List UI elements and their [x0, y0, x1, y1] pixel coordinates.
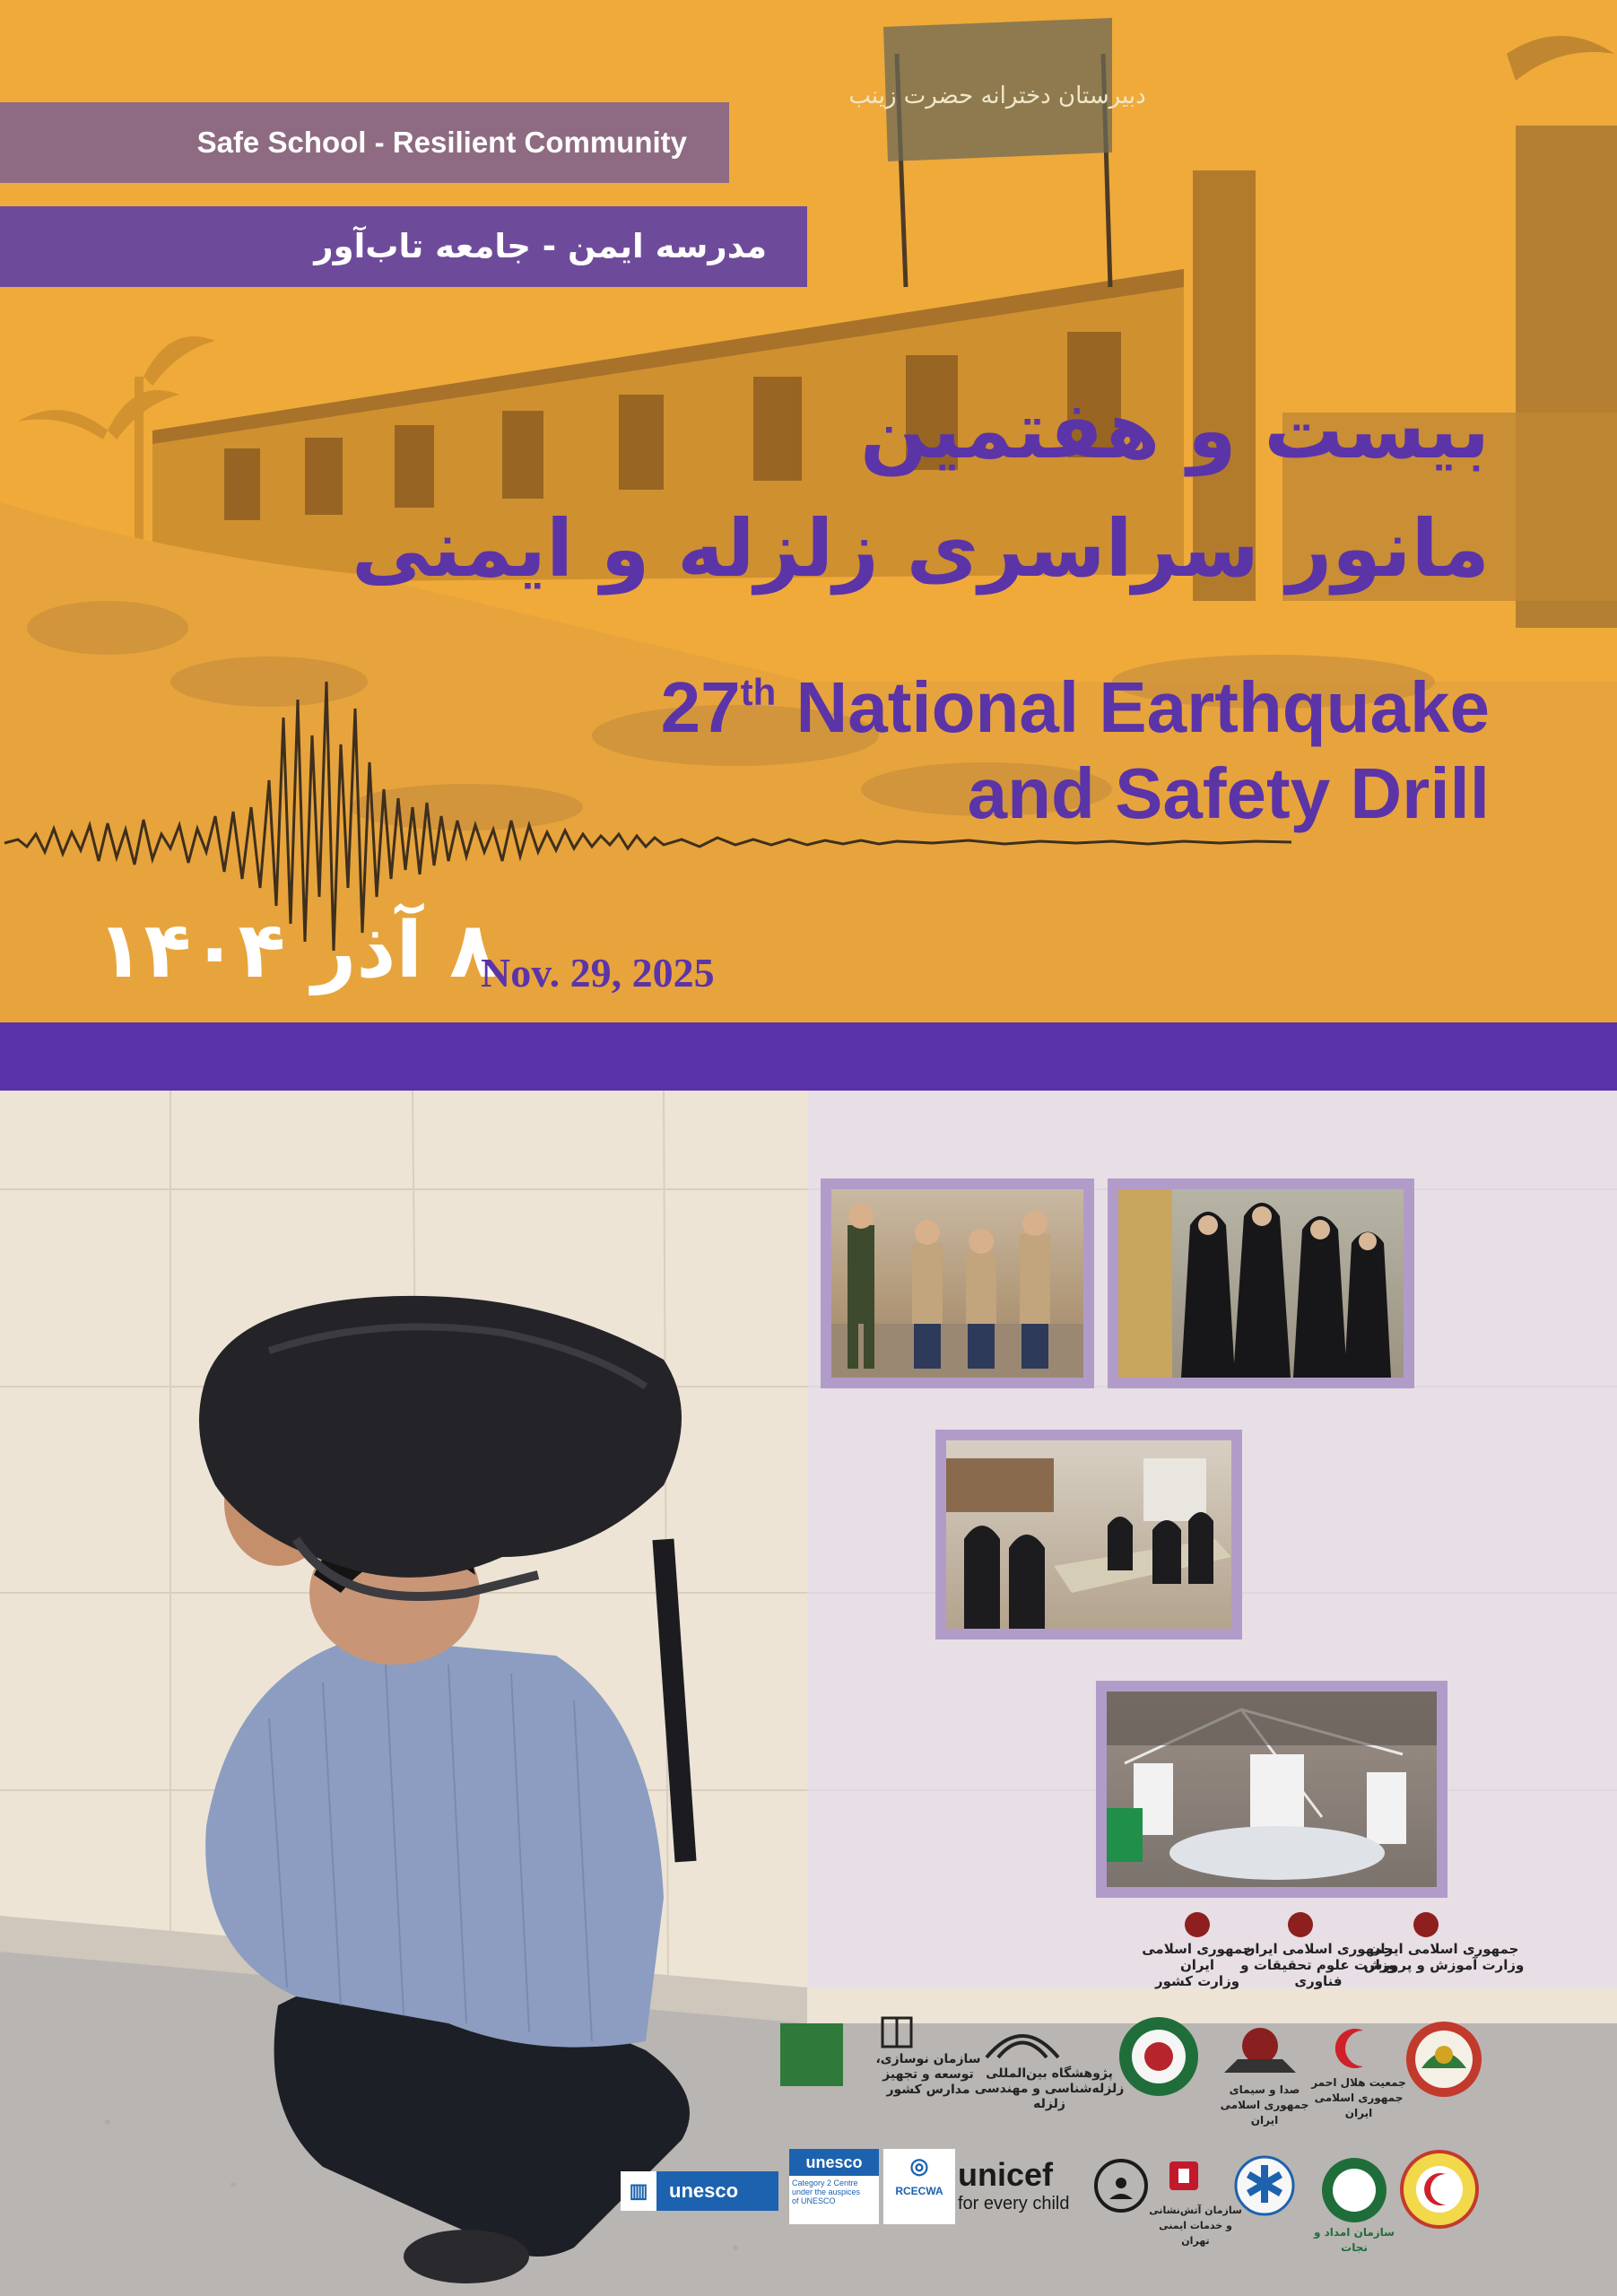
fire-department-icon: [1166, 2158, 1202, 2194]
logo-iiees: پژوهشگاه بین‌المللی زلزله‌شناسی و مهندسی زلزله: [974, 2066, 1125, 2111]
seal-ministry-education: جمهوری اسلامی ایران وزارت آموزش و پرورش: [1363, 1941, 1525, 1973]
logo-unesco: ▥ unesco: [621, 2171, 778, 2211]
ordinal-number: 27: [660, 667, 741, 747]
title-english-rest: National Earthquake: [776, 667, 1490, 747]
title-english: [661, 649, 1490, 837]
logo-rcecwa: ◎ RCECWA: [883, 2149, 955, 2224]
seal-ministry-interior: جمهوری اسلامی ایران وزارت کشور: [1142, 1941, 1253, 1989]
school-sign-text: دبیرستان دخترانه حضرت زینب: [848, 83, 1146, 109]
photo-evacuation-boys: [821, 1178, 1094, 1388]
divider-bar: [0, 1022, 1617, 1091]
header-section: [0, 0, 1617, 1022]
rescue-illustration: [1107, 1692, 1437, 1887]
girls-corridor-illustration: [1118, 1189, 1404, 1378]
photo-library-students: [935, 1430, 1242, 1639]
library-illustration: [946, 1440, 1231, 1629]
red-crescent-icon: [1327, 2022, 1381, 2075]
date-persian: ۸ آذر ۱۴۰۴: [97, 906, 497, 996]
logo-red-crescent: جمعیت هلال احمر جمهوری اسلامی ایران: [1311, 2076, 1406, 2119]
logo-fire-department: سازمان آتش‌نشانی و خدمات ایمنی تهران: [1149, 2205, 1242, 2247]
schools-org-icon: [879, 2014, 915, 2050]
title-english-line2: and Safety Drill: [967, 753, 1490, 833]
unesco-temple-icon: ▥: [621, 2171, 656, 2211]
rcecwa-globe-icon: ◎: [909, 2154, 929, 2179]
logo-environment-green: [780, 2023, 843, 2086]
irib-emblem-icon: [1220, 2023, 1300, 2077]
title-english-line1: [661, 649, 1490, 751]
photo-section: [0, 1091, 1617, 2296]
logo-unicef: unicef for every child: [958, 2156, 1070, 2213]
logo-irib: صدا و سیمای جمهوری اسلامی ایران: [1220, 2083, 1309, 2126]
iiees-arch-icon: [982, 2023, 1063, 2059]
logo-schools-renovation-org: سازمان نوسازی، توسعه و تجهیز مدارس کشور: [875, 2052, 981, 2097]
iran-emblem-icon: [1185, 1912, 1439, 1937]
rescue-org-icon: [1318, 2154, 1390, 2226]
photo-evacuation-girls: [1108, 1178, 1414, 1388]
title-persian-line2: مانور سراسری زلزله و ایمنی: [351, 502, 1490, 595]
unicef-icon: [1090, 2154, 1152, 2217]
slogan-english-banner: Safe School - Resilient Community: [0, 102, 729, 183]
title-persian-line1: بیست و هفتمین: [859, 384, 1490, 476]
date-english: Nov. 29, 2025: [481, 950, 715, 996]
logo-unesco-category2: unesco Category 2 Centre under the auspices of UNESCO: [789, 2149, 879, 2224]
ems-star-of-life-icon: [1233, 2154, 1296, 2217]
logo-rescue-org: سازمان امداد و نجات: [1314, 2226, 1395, 2254]
university-seal-icon: [1117, 2014, 1202, 2100]
photo-rescue-team: [1096, 1681, 1447, 1898]
ordinal-suffix: th: [740, 671, 777, 713]
crisis-management-seal-icon: [1404, 2019, 1484, 2100]
boys-line-illustration: [831, 1189, 1083, 1378]
iranian-red-crescent-org-icon: [1399, 2149, 1480, 2230]
seal-ministry-science: جمهوری اسلامی ایران وزارت علوم تحقیقات و فناوری: [1240, 1941, 1396, 1989]
slogan-persian-banner: مدرسه ایمن - جامعه تاب‌آور: [0, 206, 807, 287]
